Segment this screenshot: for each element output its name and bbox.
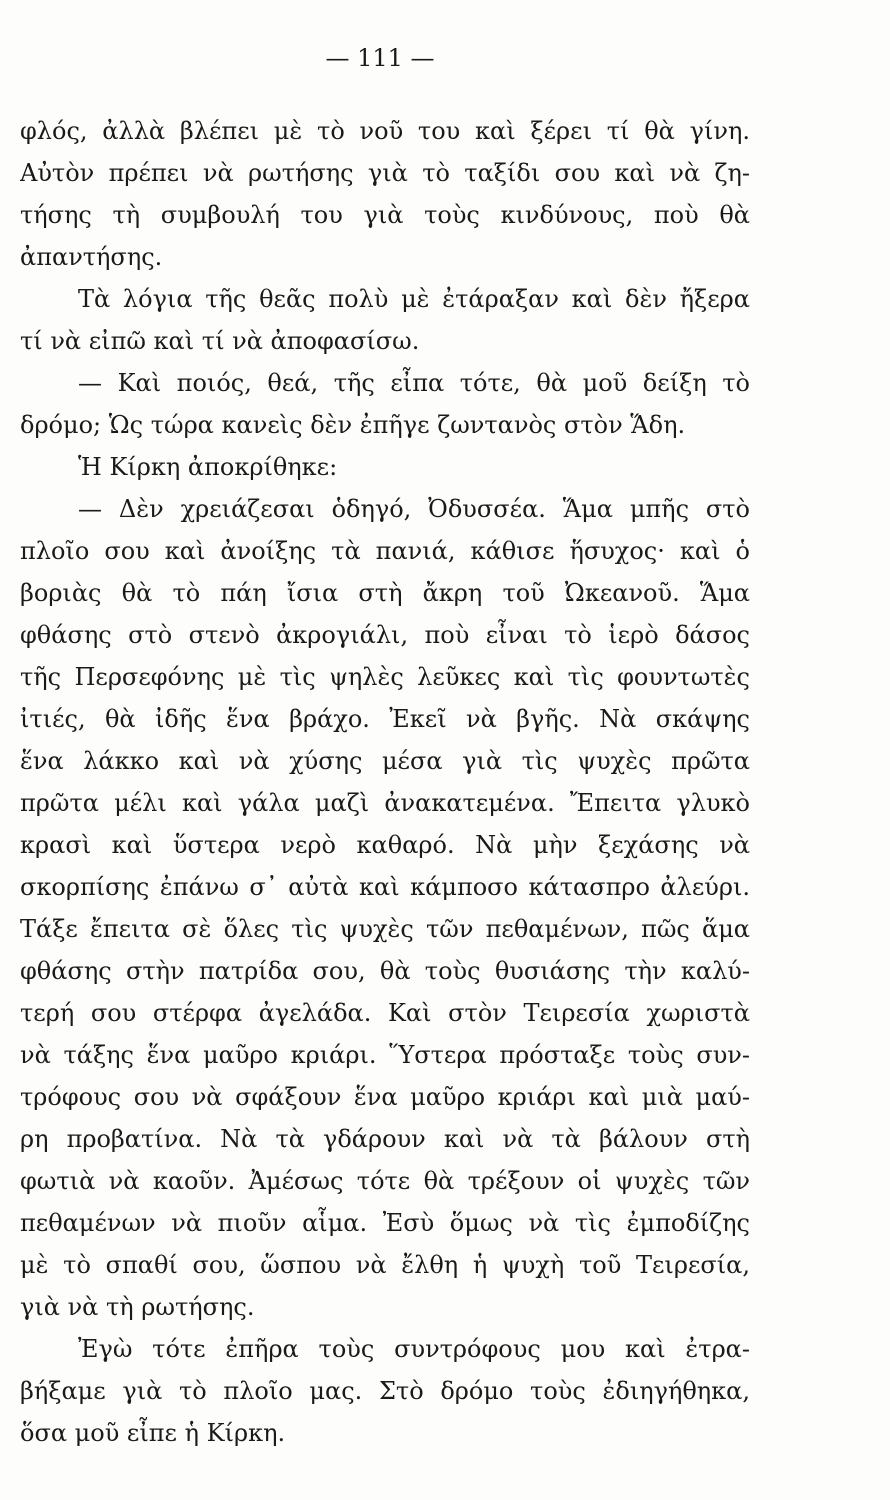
text-line: γιὰ νὰ τὴ ρωτήσης. [20, 1293, 255, 1321]
text-line: Τὰ λόγια τῆς θεᾶς πολὺ μὲ ἐτάραξαν καὶ δὲν ἤξερα [78, 285, 750, 313]
text-line: Αὐτὸν πρέπει νὰ ρωτήσης γιὰ τὸ ταξίδι σου καὶ νὰ ζη- [20, 159, 750, 187]
text-line: πεθαμένων νὰ πιοῦν αἷμα. Ἐσὺ ὅμως νὰ τὶς ἐμποδίζης [20, 1209, 750, 1237]
text-line: κρασὶ καὶ ὕστερα νερὸ καθαρό. Νὰ μὴν ξεχάσης νὰ [20, 831, 750, 859]
text-line: ἰτιές, θὰ ἰδῆς ἕνα βράχο. Ἐκεῖ νὰ βγῆς. Νὰ σκάψης [20, 705, 750, 733]
text-line: Ἡ Κίρκη ἀποκρίθηκε: [78, 453, 338, 481]
text-line: — Καὶ ποιός, θεά, τῆς εἶπα τότε, θὰ μοῦ δείξη τὸ [78, 369, 750, 397]
text-line: Τάξε ἔπειτα σὲ ὅλες τὶς ψυχὲς τῶν πεθαμένων, πῶς ἅμα [20, 915, 750, 943]
text-line: φλός, ἀλλὰ βλέπει μὲ τὸ νοῦ του καὶ ξέρει τί θὰ γίνη. [20, 117, 750, 145]
text-line: ρη προβατίνα. Νὰ τὰ γδάρουν καὶ νὰ τὰ βάλουν στὴ [20, 1125, 750, 1153]
text-line: ἀπαντήσης. [20, 243, 163, 271]
text-line: τρόφους σου νὰ σφάξουν ἕνα μαῦρο κριάρι καὶ μιὰ μαύ- [20, 1083, 750, 1111]
text-line: δρόμο; Ὡς τώρα κανεὶς δὲν ἐπῆγε ζωντανὸς στὸν Ἅδη. [20, 411, 686, 439]
text-line: βήξαμε γιὰ τὸ πλοῖο μας. Στὸ δρόμο τοὺς ἐδιηγήθηκα, [20, 1377, 750, 1405]
text-line: φωτιὰ νὰ καοῦν. Ἀμέσως τότε θὰ τρέξουν οἱ ψυχὲς τῶν [20, 1167, 750, 1195]
text-line: ὅσα μοῦ εἶπε ἡ Κίρκη. [20, 1419, 286, 1447]
body-text [20, 110, 750, 1454]
text-line: φθάσης στὴν πατρίδα σου, θὰ τοὺς θυσιάσης τὴν καλύ- [20, 957, 750, 985]
text-line: Ἐγὼ τότε ἐπῆρα τοὺς συντρόφους μου καὶ ἐτρα- [78, 1335, 750, 1363]
page-number: — 111 — [325, 44, 435, 72]
text-line: ἕνα λάκκο καὶ νὰ χύσης μέσα γιὰ τὶς ψυχὲς πρῶτα [20, 747, 750, 775]
text-line: μὲ τὸ σπαθί σου, ὥσπου νὰ ἔλθη ἡ ψυχὴ τοῦ Τειρεσία, [20, 1251, 750, 1279]
text-line: πλοῖο σου καὶ ἀνοίξης τὰ πανιά, κάθισε ἥσυχος· καὶ ὁ [20, 537, 750, 565]
text-line: βοριὰς θὰ τὸ πάη ἴσια στὴ ἄκρη τοῦ Ὠκεανοῦ. Ἅμα [20, 579, 750, 607]
text-line: — Δὲν χρειάζεσαι ὁδηγό, Ὀδυσσέα. Ἅμα μπῆς στὸ [78, 495, 750, 523]
text-line: νὰ τάξης ἕνα μαῦρο κριάρι. Ὕστερα πρόσταξε τοὺς συν- [20, 1041, 750, 1069]
text-line: τί νὰ εἰπῶ καὶ τί νὰ ἀποφασίσω. [20, 327, 420, 355]
text-line: φθάσης στὸ στενὸ ἀκρογιάλι, ποὺ εἶναι τὸ ἱερὸ δάσος [20, 621, 750, 649]
text-line: τήσης τὴ συμβουλή του γιὰ τοὺς κινδύνους, ποὺ θὰ [20, 201, 750, 229]
text-line: τῆς Περσεφόνης μὲ τὶς ψηλὲς λεῦκες καὶ τὶς φουντωτὲς [20, 663, 750, 691]
text-line: πρῶτα μέλι καὶ γάλα μαζὶ ἀνακατεμένα. Ἔπειτα γλυκὸ [20, 789, 750, 817]
text-line: τερή σου στέρφα ἀγελάδα. Καὶ στὸν Τειρεσία χωριστὰ [20, 999, 750, 1027]
text-line: σκορπίσης ἐπάνω σ᾽ αὐτὰ καὶ κάμποσο κάτασπρο ἀλεύρι. [20, 873, 750, 901]
